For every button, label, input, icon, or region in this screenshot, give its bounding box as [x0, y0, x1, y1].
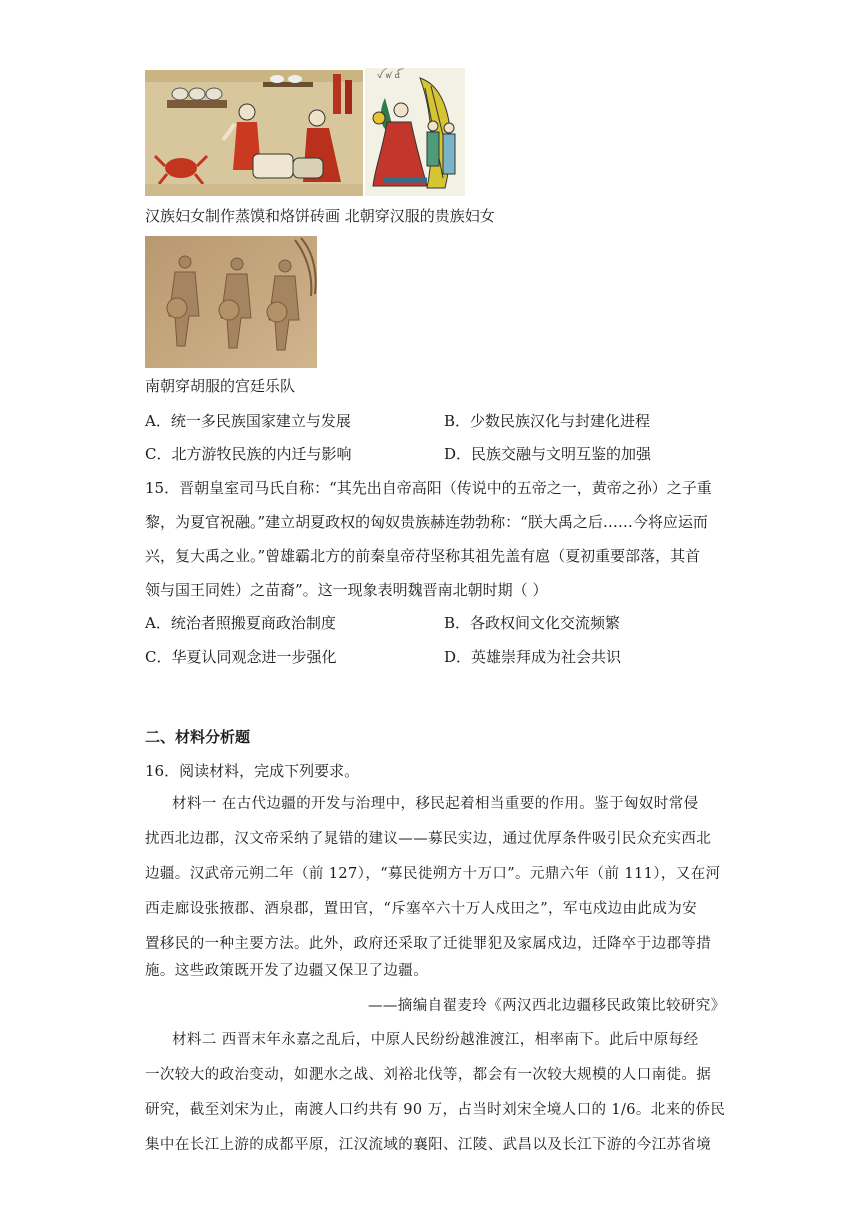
q14-option-a[interactable]: A．统一多民族国家建立与发展	[145, 412, 351, 430]
material1-line-5: 置移民的一种主要方法。此外，政府还采取了迁徙罪犯及家属戍边，迁降卒于边郡等措	[145, 936, 712, 952]
material2-line-4: 集中在长江上游的成都平原，江汉流域的襄阳、江陵、武昌以及长江下游的今江苏省境	[145, 1137, 712, 1153]
material1-line-1: 材料一 在古代边疆的开发与治理中，移民起着相当重要的作用。鉴于匈奴时常侵	[172, 796, 699, 812]
section-heading: 二、材料分析题	[145, 728, 251, 746]
q14-option-b[interactable]: B．少数民族汉化与封建化进程	[444, 412, 651, 430]
q15-stem-line-3: 兴，复大禹之业。”曾雄霸北方的前秦皇帝苻坚称其祖先盖有扈（夏初重要部落，其首	[145, 547, 701, 565]
court-band-relief-image	[145, 236, 317, 368]
q14-option-d[interactable]: D．民族交融与文明互鉴的加强	[444, 445, 652, 463]
image-caption-2: 南朝穿胡服的宫廷乐队	[145, 377, 296, 395]
q15-stem-line-2: 黎，为夏官祝融。”建立胡夏政权的匈奴贵族赫连勃勃称：“朕大禹之后……今将应运而	[145, 513, 708, 531]
q15-stem-line-1: 15．晋朝皇室司马氏自称：“其先出自帝高阳（传说中的五帝之一，黄帝之孙）之子重	[145, 479, 712, 497]
material2-line-1: 材料二 西晋末年永嘉之乱后，中原人民纷纷越淮渡江，相率南下。此后中原每经	[172, 1032, 699, 1048]
material2-line-2: 一次较大的政治变动，如淝水之战、刘裕北伐等，都会有一次较大规模的人口南徙。据	[145, 1067, 712, 1083]
q15-option-d[interactable]: D．英雄崇拜成为社会共识	[444, 648, 622, 666]
q16-intro: 16．阅读材料，完成下列要求。	[145, 762, 360, 780]
q15-option-c[interactable]: C．华夏认同观念进一步强化	[145, 648, 337, 666]
material1-line-6: 施。这些政策既开发了边疆又保卫了边疆。	[145, 963, 429, 979]
svg-text:ꪜ ꪝ ꪞ: ꪜ ꪝ ꪞ	[377, 71, 401, 80]
material2-line-3: 研究，截至刘宋为止，南渡人口约共有 90 万，占当时刘宋全境人口的 1/6。北来的侨民	[145, 1102, 726, 1118]
material1-line-2: 扰西北边郡，汉文帝采纳了晁错的建议——募民实边，通过优厚条件吸引民众充实西北	[145, 831, 712, 847]
q15-option-a[interactable]: A．统治者照搬夏商政治制度	[145, 614, 336, 632]
brick-painting-image	[145, 70, 363, 196]
material1-line-3: 边疆。汉武帝元朔二年（前 127），“募民徙朔方十万口”。元鼎六年（前 111），又在河	[145, 866, 721, 882]
q14-option-c[interactable]: C．北方游牧民族的内迁与影响	[145, 445, 352, 463]
material1-source: ——摘编自翟麦玲《两汉西北边疆移民政策比较研究》	[368, 998, 726, 1014]
noblewoman-image	[365, 68, 465, 196]
q15-option-b[interactable]: B．各政权间文化交流频繁	[444, 614, 621, 632]
image-caption-1: 汉族妇女制作蒸馍和烙饼砖画 北朝穿汉服的贵族妇女	[145, 207, 495, 225]
q15-stem-line-4: 领与国王同姓）之苗裔”。这一现象表明魏晋南北朝时期（ ）	[145, 581, 548, 599]
material1-line-4: 西走廊设张掖郡、酒泉郡，置田官，“斥塞卒六十万人戍田之”，军屯戍边由此成为安	[145, 901, 698, 917]
